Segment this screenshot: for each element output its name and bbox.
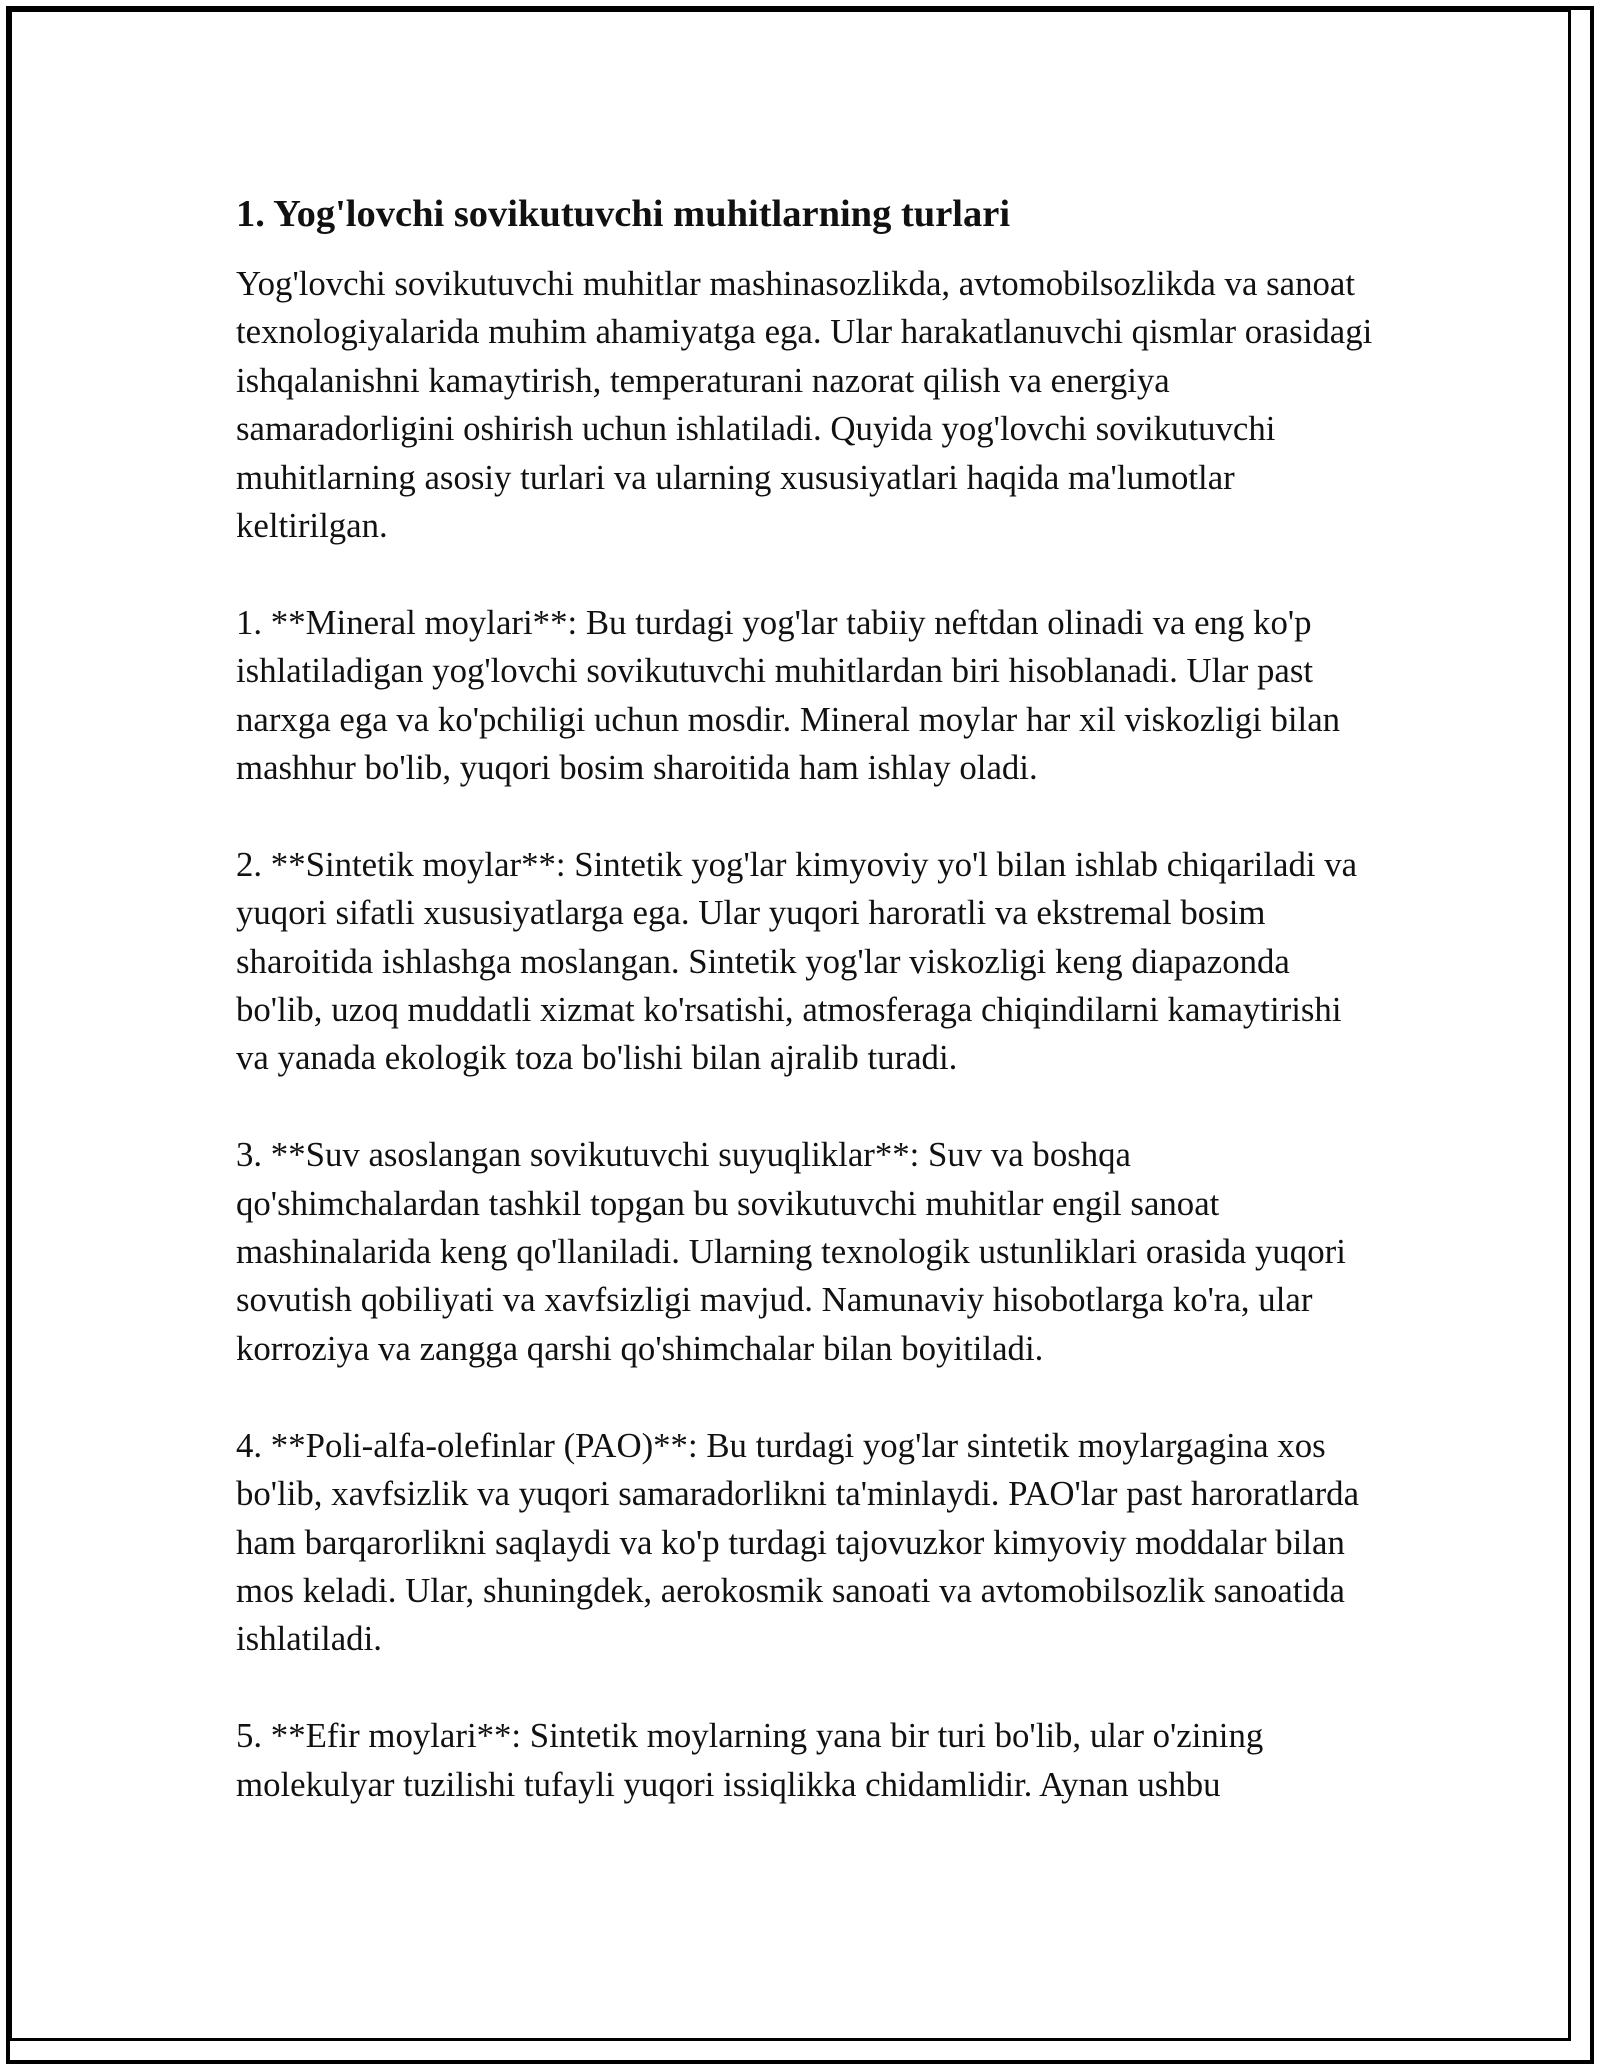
section-heading: 1. Yog'lovchi sovikutuvchi muhitlarning turlari [236, 193, 1011, 235]
list-item-pao: 4. **Poli-alfa-olefinlar (PAO)**: Bu turdagi yog'lar sintetik moylargagina xos bo'lib, xavfsizlik va yuqori samaradorlikni ta'minlaydi. PAO'lar past haroratlarda ham barqarorlikni saqlaydi va ko'p turdagi tajovuzkor kimyoviy moddalar bilan mos keladi. Ular, shuningdek, aerokosmik sanoati va avtomobilsozlik sanoatida ishlatiladi. [236, 1425, 1360, 1659]
list-item-synthetic-oils: 2. **Sintetik moylar**: Sintetik yog'lar kimyoviy yo'l bilan ishlab chiqariladi va yuqori sifatli xususiyatlarga ega. Ular yuqori haroratli va ekstremal bosim sharoitida ishlashga moslangan. Sintetik yog'lar viskozligi keng diapazonda bo'lib, uzoq muddatli xizmat ko'rsatishi, atmosferaga chiqindilarni kamaytirishi va yanada ekologik toza bo'lishi bilan ajralib turadi. [236, 844, 1358, 1078]
list-item-mineral-oils: 1. **Mineral moylari**: Bu turdagi yog'lar tabiiy neftdan olinadi va eng ko'p ishlatiladigan yog'lovchi sovikutuvchi muhitlardan biri hisoblanadi. Ular past narxga ega va ko'pchiligi uchun mosdir. Mineral moylar har xil viskozligi bilan mashhur bo'lib, yuqori bosim sharoitida ham ishlay oladi. [236, 602, 1341, 788]
list-item-ester-oils: 5. **Efir moylari**: Sintetik moylarning yana bir turi bo'lib, ular o'zining molekulyar tuzilishi tufayli yuqori issiqlikka chidamlidir. Aynan ushbu [236, 1716, 1264, 1804]
intro-paragraph: Yog'lovchi sovikutuvchi muhitlar mashinasozlikda, avtomobilsozlikda va sanoat texnologiyalarida muhim ahamiyatga ega. Ular harakatlanuvchi qismlar orasidagi ishqalanishni kamaytirish, temperaturani nazorat qilish va energiya samaradorligini oshirish uchun ishlatiladi. Quyida yog'lovchi sovikutuvchi muhitlarning asosiy turlari va ularning xususiyatlari haqida ma'lumotlar keltirilgan. [236, 264, 1373, 546]
list-item-water-based-coolants: 3. **Suv asoslangan sovikutuvchi suyuqliklar**: Suv va boshqa qo'shimchalardan tashkil topgan bu sovikutuvchi muhitlar engil sanoat mashinalarida keng qo'llaniladi. Ularning texnologik ustunliklari orasida yuqori sovutish qobiliyati va xavfsizligi mavjud. Namunaviy hisobotlarga ko'ra, ular korroziya va zangga qarshi qo'shimchalar bilan boyitiladi. [236, 1135, 1346, 1368]
document-body [236, 188, 1376, 1809]
